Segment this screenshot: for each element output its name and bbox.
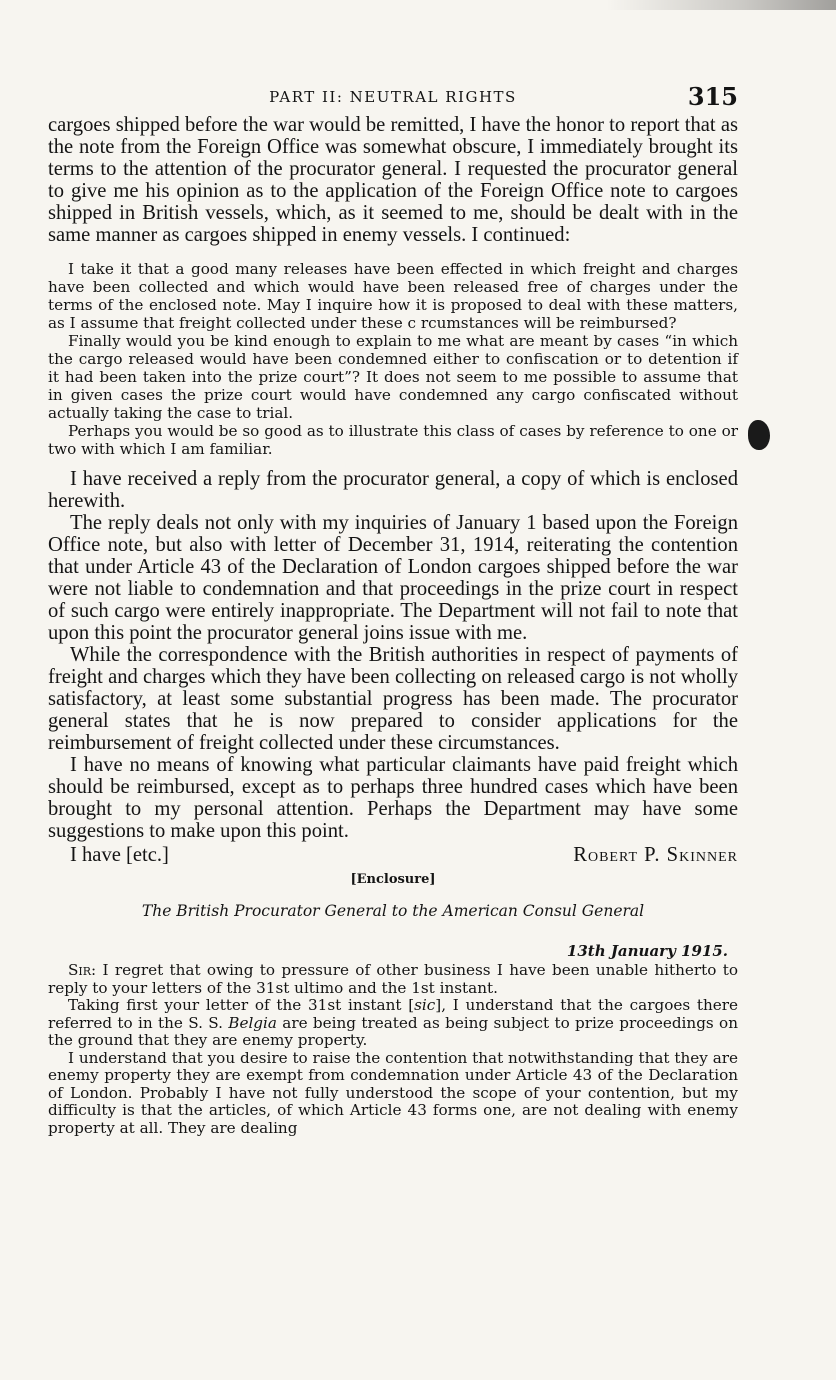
running-head: PART II: NEUTRAL RIGHTS (269, 88, 517, 106)
letter-paragraph-2 (48, 997, 738, 1050)
letter-date: 13th January 1915. (566, 942, 728, 960)
page-number: 315 (687, 82, 738, 111)
page-header (48, 82, 738, 114)
paragraph-4: While the correspondence with the British authorities in respect of payments of freight and charges which they have been collecting on released cargo is not wholly satisfactory, at least some substantial progress has been made. The procurator general states that he is now prepared to consider applications for the reimbursement of freight collected under these circumstances. (48, 644, 738, 754)
letter-paragraph-1-text: : I regret that owing to pressure of other business I have been unable hitherto to reply to your letters of the 31st ultimo and the 1st instant. (48, 961, 738, 997)
sic-note: sic (414, 996, 436, 1014)
letter-paragraph-3: I understand that you desire to raise the contention that notwithstanding that they are enemy property they are exempt from condemnation under Article 43 of the Declaration of London. Probably I have not fully understood the scope of your contention, but my difficulty is that the articles, of which Article 43 forms one, are not dealing with enemy property at all. They are dealing (48, 1048, 738, 1137)
signature: Robert P. Skinner (573, 844, 738, 866)
signoff (48, 844, 738, 868)
l2-part-b: ], I understand that the cargoes there referred to in the S. S. (48, 996, 738, 1032)
l2-part-c: are being treated as being subject to prize proceedings on the ground that they are enemy property. (48, 1013, 738, 1049)
scan-artifact (606, 0, 836, 10)
enclosure-title: The British Procurator General to the American Consul General (141, 902, 645, 920)
page (48, 82, 738, 1137)
paragraph-5: I have no means of knowing what particular claimants have paid freight which should be reimbursed, except as to perhaps three hundred cases which have been brought to my personal attention. Perhaps the Department may have some suggestions to make upon this point. (48, 754, 738, 842)
paragraph-2: I have received a reply from the procurator general, a copy of which is enclosed herewith. (48, 468, 738, 512)
paragraph-1: cargoes shipped before the war would be remitted, I have the honor to report that as the note from the Foreign Office was somewhat obscure, I immediately brought its terms to the attention of the procurator general. I requested the procurator general to give me his opinion as to the application of the Foreign Office note to cargoes shipped in British vessels, which, as it seemed to me, should be dealt with in the same manner as cargoes shipped in enemy vessels. I continued: (48, 114, 738, 246)
closing: I have [etc.] (70, 844, 169, 866)
salutation: Sir (68, 961, 92, 979)
ink-blot (748, 420, 770, 450)
quoted-inquiry (48, 260, 738, 458)
enclosure-label: [Enclosure] (350, 872, 436, 887)
quote-paragraph-2: Finally would you be kind enough to explain to me what are meant by cases “in which the cargo released would have been condemned either to confiscation or to detention if it had been taken into the prize court”? It does not seem to me possible to assume that in given cases the prize court would have condemned any cargo confiscated without actually taking the case to trial. (48, 332, 738, 422)
paragraph-3: The reply deals not only with my inquiries of January 1 based upon the Foreign Office note, but also with letter of December 31, 1914, reiterating the contention that under Article 43 of the Declaration of London cargoes shipped before the war were not liable to condemnation and that proceedings in the prize court in respect of such cargo were entirely inappropriate. The Department will not fail to note that upon this point the procurator general joins issue with me. (48, 512, 738, 644)
l2-part-a: Taking first your letter of the 31st instant [ (68, 996, 415, 1014)
ship-name: Belgia (228, 1013, 277, 1032)
letter-paragraph-1 (48, 962, 738, 997)
quote-paragraph-3: Perhaps you would be so good as to illustrate this class of cases by reference to one or two with which I am familiar. (48, 422, 738, 458)
quote-paragraph-1: I take it that a good many releases have been effected in which freight and charges have been collected and which would have been released free of charges under the terms of the enclosed note. May I inquire how it is proposed to deal with these matters, as I assume that freight collected under these c rcumstances will be reimbursed? (48, 260, 738, 332)
